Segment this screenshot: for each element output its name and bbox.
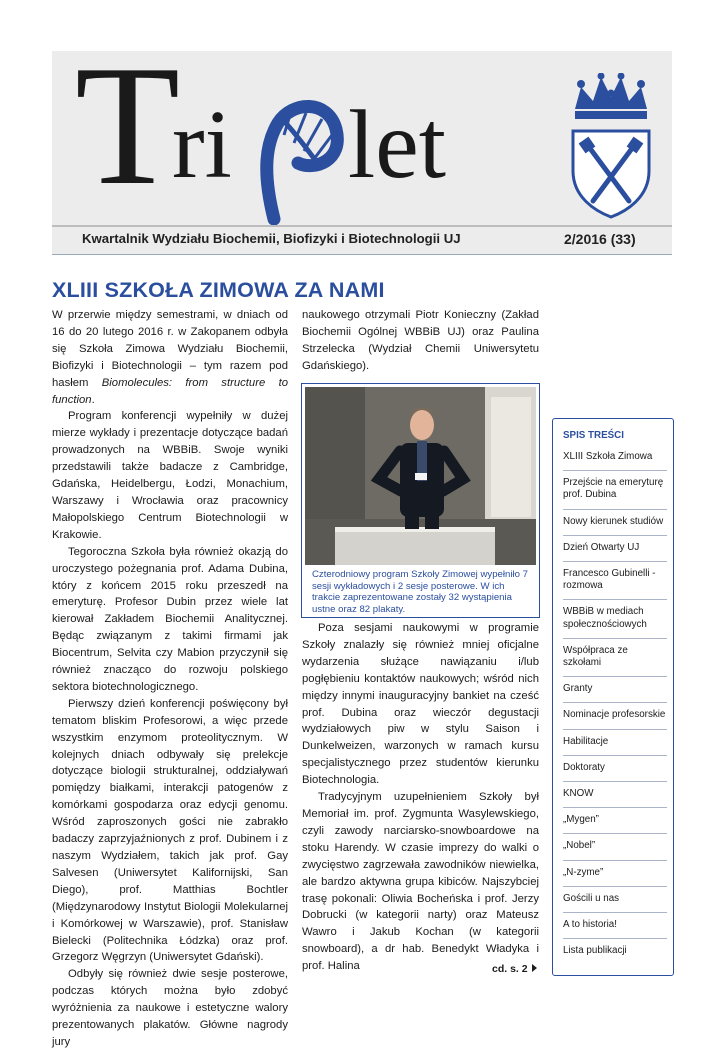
toc-item[interactable]: Dzień Otwarty UJ bbox=[563, 542, 667, 562]
article-column-1 bbox=[52, 307, 288, 1051]
article-column-2-top bbox=[302, 307, 539, 375]
paragraph-awards: naukowego otrzymali Piotr Konieczny (Zakład Biochemii Ogólnej WBBiB UJ) oraz Paulina Strzelecka (Wydział Chemii Uniwersytetu Gdańskiego). bbox=[302, 309, 539, 372]
article-column-2-bottom bbox=[302, 620, 539, 975]
photo-caption: Czterodniowy program Szkoły Zimowej wypełniło 7 sesji wykładowych i 2 sesje posterowe. W ich trakcie zaprezentowane zostały 32 wystąpienia ustne oraz 82 plakaty. bbox=[312, 569, 528, 615]
issue-number: 2/2016 (33) bbox=[564, 231, 636, 247]
table-of-contents bbox=[552, 418, 674, 976]
toc-item[interactable]: Habilitacje bbox=[563, 736, 667, 756]
university-crest-icon bbox=[567, 73, 655, 221]
toc-item[interactable]: KNOW bbox=[563, 788, 667, 808]
dna-helix-icon bbox=[267, 106, 338, 219]
arrow-right-icon bbox=[532, 964, 537, 972]
continued-label[interactable]: cd. s. 2 bbox=[492, 963, 528, 975]
toc-item[interactable]: XLIII Szkoła Zimowa bbox=[563, 451, 667, 471]
toc-list bbox=[563, 451, 667, 970]
masthead-divider bbox=[52, 225, 672, 227]
article-photo-frame bbox=[301, 383, 540, 618]
toc-item[interactable]: Współpraca ze szkołami bbox=[563, 645, 667, 677]
intro-text: W przerwie między semestrami, w dniach od 16 do 20 lutego 2016 r. w Zakopanem odbyła się Szkoła Zimowa Wydziału Biochemii, Biofizyki i Biotechnologii – tym razem pod hasłem bbox=[52, 309, 288, 389]
paragraph-program: Program konferencji wypełniły w dużej mierze wykłady i prezentacje dotyczące badań prowadzonych na WBBiB. Swoje wyniki przedstawili także badacze z Cambridge, Gdańska, Heidelbergu, Łodzi, Monachium, Warszawy i Wrocławia oraz pracownicy Małopolskiego Centrum Biotechnologii w Krakowie. bbox=[52, 410, 288, 541]
logo-letter-T: T bbox=[75, 51, 181, 221]
toc-item[interactable]: Przejście na emeryturę prof. Dubina bbox=[563, 477, 667, 509]
paragraph-intro bbox=[52, 307, 288, 408]
intro-theme: Biomolecules: from structure to function bbox=[52, 376, 289, 406]
toc-item[interactable]: Francesco Gubinelli - rozmowa bbox=[563, 568, 667, 600]
toc-item[interactable]: Doktoraty bbox=[563, 762, 667, 782]
toc-item[interactable]: Nowy kierunek studiów bbox=[563, 516, 667, 536]
lecturer-photo-illustration bbox=[305, 387, 536, 565]
toc-item[interactable]: Lista publikacji bbox=[563, 945, 627, 957]
masthead-bottom-rule bbox=[52, 254, 672, 255]
masthead bbox=[52, 51, 672, 254]
toc-item[interactable]: „Nobel” bbox=[563, 840, 667, 860]
paragraph-memorial: Tradycyjnym uzupełnieniem Szkoły był Memoriał im. prof. Zygmunta Wasylewskiego, czyli zawody narciarsko-snowboardowe na stoku Harendy. W czasie imprezy do walki o zwycięstwo zagrzewała zawodników niewielka, ale bardzo aktywna grupa kibiców. Najszybciej trasę pokonali: Oliwia Bocheńska i prof. Jerzy Dobrucki (w kategorii narty) oraz Mateusz Wawro i Jakub Kochan (w kategorii snowboard), a dr hab. Benedykt Władyka i prof. Halina bbox=[302, 791, 539, 973]
toc-item[interactable]: Granty bbox=[563, 683, 667, 703]
logo-letters-let: let bbox=[348, 91, 446, 199]
publication-subtitle: Kwartalnik Wydziału Biochemii, Biofizyki i Biotechnologii UJ bbox=[82, 231, 461, 246]
logo-letters bbox=[75, 51, 446, 221]
continued-link[interactable] bbox=[492, 963, 537, 975]
intro-tail: . bbox=[91, 393, 95, 406]
toc-item[interactable]: Gościli u nas bbox=[563, 893, 667, 913]
logo-letters-ri: ri bbox=[172, 91, 232, 199]
article-photo bbox=[305, 387, 536, 565]
paragraph-first-day: Pierwszy dzień konferencji poświęcony był tematom bliskim Profesorowi, a więc przede wszystkim enzymom proteolitycznym. W kolejnych dniach odbywały się prelekcje dotyczące biologii strukturalnej, oddziaływań pomiędzy białkami, interakcji patogenów z komórkami gospodarza oraz edycji genomu. Wśród zaproszonych gości nie zabrakło badaczy zaprzyjaźnionych z prof. Dubinem i z naszym Wydziałem, takich jak prof. Gay Salvesen (Uniwersytet Kalifornijski, San Diego), prof. Matthias Bochtler (Międzynarodowy Instytut Biologii Molekularnej i Komórkowej w Warszawie), prof. Stanisław Bielecki (Politechnika Łódzka) oraz prof. Grzegorz Węgrzyn (Uniwersytet Gdański). bbox=[52, 697, 288, 964]
paragraph-dubin: Tegoroczna Szkoła była również okazją do uroczystego pożegnania prof. Adama Dubina, który z końcem 2015 roku przeszedł na emeryturę. Profesor Dubin przez wiele lat kierował Zakładem Biochemii Analitycznej. Będąc związanym z takimi firmami jak Biocentrum, Selvita czy Mabion przyczynił się również znacząco do rozwoju polskiego sektora biotechnologicznego. bbox=[52, 545, 288, 693]
paragraph-social-events: Poza sesjami naukowymi w programie Szkoły znalazły się również mniej oficjalne wydarzenia służące nawiązaniu i/lub pogłębieniu kontaktów naukowych; wśród nich między innymi inauguracyjny bankiet na cześć prof. Dubina oraz wieczór degustacji wydziałowych piw w stylu Saison i Dunkelweizen, warzonych w ramach kursu specjalistycznego przez studentów kierunku Biotechnologia. bbox=[302, 622, 539, 787]
toc-heading: SPIS TREŚCI bbox=[563, 430, 624, 441]
toc-item[interactable]: „N-zyme” bbox=[563, 867, 667, 887]
paragraph-posters: Odbyły się również dwie sesje posterowe, podczas których można było zdobyć wyróżnienia za naukowe i estetyczne walory prezentowanych plakatów. Główne nagrody jury bbox=[52, 968, 288, 1048]
toc-item[interactable]: A to historia! bbox=[563, 919, 667, 939]
toc-item[interactable]: Nominacje profesorskie bbox=[563, 709, 667, 729]
toc-item[interactable]: WBBiB w mediach społecznościowych bbox=[563, 606, 667, 638]
article-headline: XLIII SZKOŁA ZIMOWA ZA NAMI bbox=[52, 278, 385, 302]
toc-item[interactable]: „Mygen” bbox=[563, 814, 667, 834]
